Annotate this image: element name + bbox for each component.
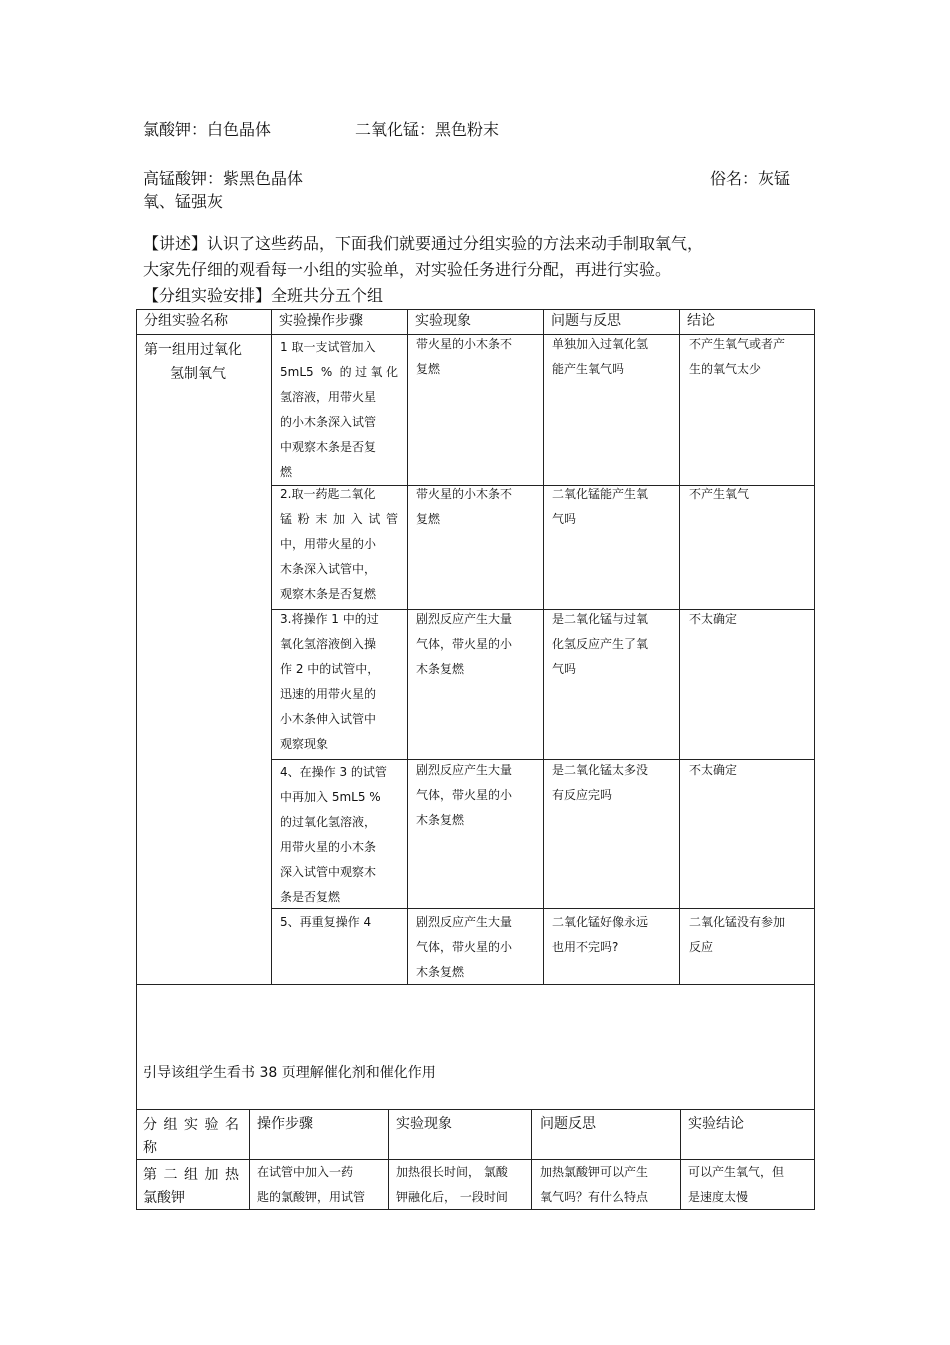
kclo3-description: 氯酸钾：白色晶体 <box>143 120 272 139</box>
row-5-question: 二氧化锰好像永远 也用不完吗? <box>552 915 649 954</box>
kmno4-description: 高锰酸钾：紫黑色晶体 <box>143 169 304 188</box>
row-4-question: 是二氧化锰太多没 有反应完吗 <box>552 763 649 802</box>
row-3-conclusion: 不太确定 <box>689 612 738 626</box>
t2-header-conclusion: 实验结论 <box>688 1116 744 1132</box>
row-2-question: 二氧化锰能产生氧 气吗 <box>552 487 649 526</box>
t2-phenomenon: 加热很长时间， 氯酸 钾融化后， 一段时间 <box>396 1165 508 1204</box>
row-5-phenomenon: 剧烈反应产生大量 气体，带火星的小 木条复燃 <box>416 915 513 979</box>
row-1-question: 单独加入过氧化氢 能产生氧气吗 <box>552 337 649 376</box>
t2-header-phenomenon: 实验现象 <box>396 1116 452 1132</box>
group-1-name: 第一组用过氧化 氢制氧气 <box>144 342 242 382</box>
row-5-steps: 5、再重复操作 4 <box>280 915 372 929</box>
row-4-phenomenon: 剧烈反应产生大量 气体，带火星的小 木条复燃 <box>416 763 513 827</box>
header-phenomenon: 实验现象 <box>415 313 471 329</box>
lecture-line-2: 大家先仔细的观看每一小组的实验单，对实验任务进行分配，再进行实验。 <box>143 260 672 279</box>
t2-header-group-name: 分组实验名 称 <box>143 1117 239 1156</box>
t2-steps: 在试管中加入一药 匙的氯酸钾，用试管 <box>257 1165 366 1204</box>
row-3-phenomenon: 剧烈反应产生大量 气体，带火星的小 木条复燃 <box>416 612 513 676</box>
lecture-line-1: 【讲述】认识了这些药品，下面我们就要通过分组实验的方法来动手制取氧气， <box>143 234 704 253</box>
row-1-conclusion: 不产生氧气或者产 生的氧气太少 <box>689 337 786 376</box>
row-2-phenomenon: 带火星的小木条不 复燃 <box>416 487 513 526</box>
row-1-phenomenon: 带火星的小木条不 复燃 <box>416 337 513 376</box>
row-3-steps: 3.将操作 1 中的过 氧化氢溶液倒入操 作 2 中的试管中， 迅速的用带火星的 小木条伸入试管中 观察现象 <box>280 612 380 751</box>
header-group-name: 分组实验名称 <box>144 313 228 329</box>
t2-header-question: 问题反思 <box>540 1116 596 1132</box>
header-steps: 实验操作步骤 <box>279 313 363 329</box>
row-1-steps: 1 取一支试管加入 5mL5 % 的过氧化 氢溶液，用带火星 的小木条深入试管 中观察木条是否复 燃 <box>280 340 398 479</box>
row-5-conclusion: 二氧化锰没有参加 反应 <box>689 915 786 954</box>
row-4-steps: 4、在操作 3 的试管 中再加入 5mL5 % 的过氧化氢溶液， 用带火星的小木条 深入试管中观察木 条是否复燃 <box>280 765 387 904</box>
t2-conclusion: 可以产生氧气，但 是速度太慢 <box>688 1165 785 1204</box>
row-2-conclusion: 不产生氧气 <box>689 487 750 501</box>
guide-note: 引导该组学生看书 38 页理解催化剂和催化作用 <box>143 1065 436 1081</box>
common-name-label: 俗名：灰锰 <box>710 169 791 188</box>
t2-header-steps: 操作步骤 <box>257 1116 313 1132</box>
row-4-conclusion: 不太确定 <box>689 763 738 777</box>
header-question: 问题与反思 <box>551 313 621 329</box>
t2-group-name: 第二组加热 氯酸钾 <box>143 1167 239 1206</box>
row-2-steps: 2.取一药匙二氧化 锰粉末加入试管 中，用带火星的小 木条深入试管中， 观察木条是否复燃 <box>280 487 398 601</box>
t2-question: 加热氯酸钾可以产生 氧气吗？有什么特点 <box>540 1165 649 1204</box>
header-conclusion: 结论 <box>687 313 715 329</box>
common-name-continuation: 氧、锰强灰 <box>143 192 224 211</box>
arrangement-heading: 【分组实验安排】全班共分五个组 <box>143 286 384 305</box>
mno2-description: 二氧化锰：黑色粉末 <box>355 120 500 139</box>
row-3-question: 是二氧化锰与过氧 化氢反应产生了氧 气吗 <box>552 612 649 676</box>
